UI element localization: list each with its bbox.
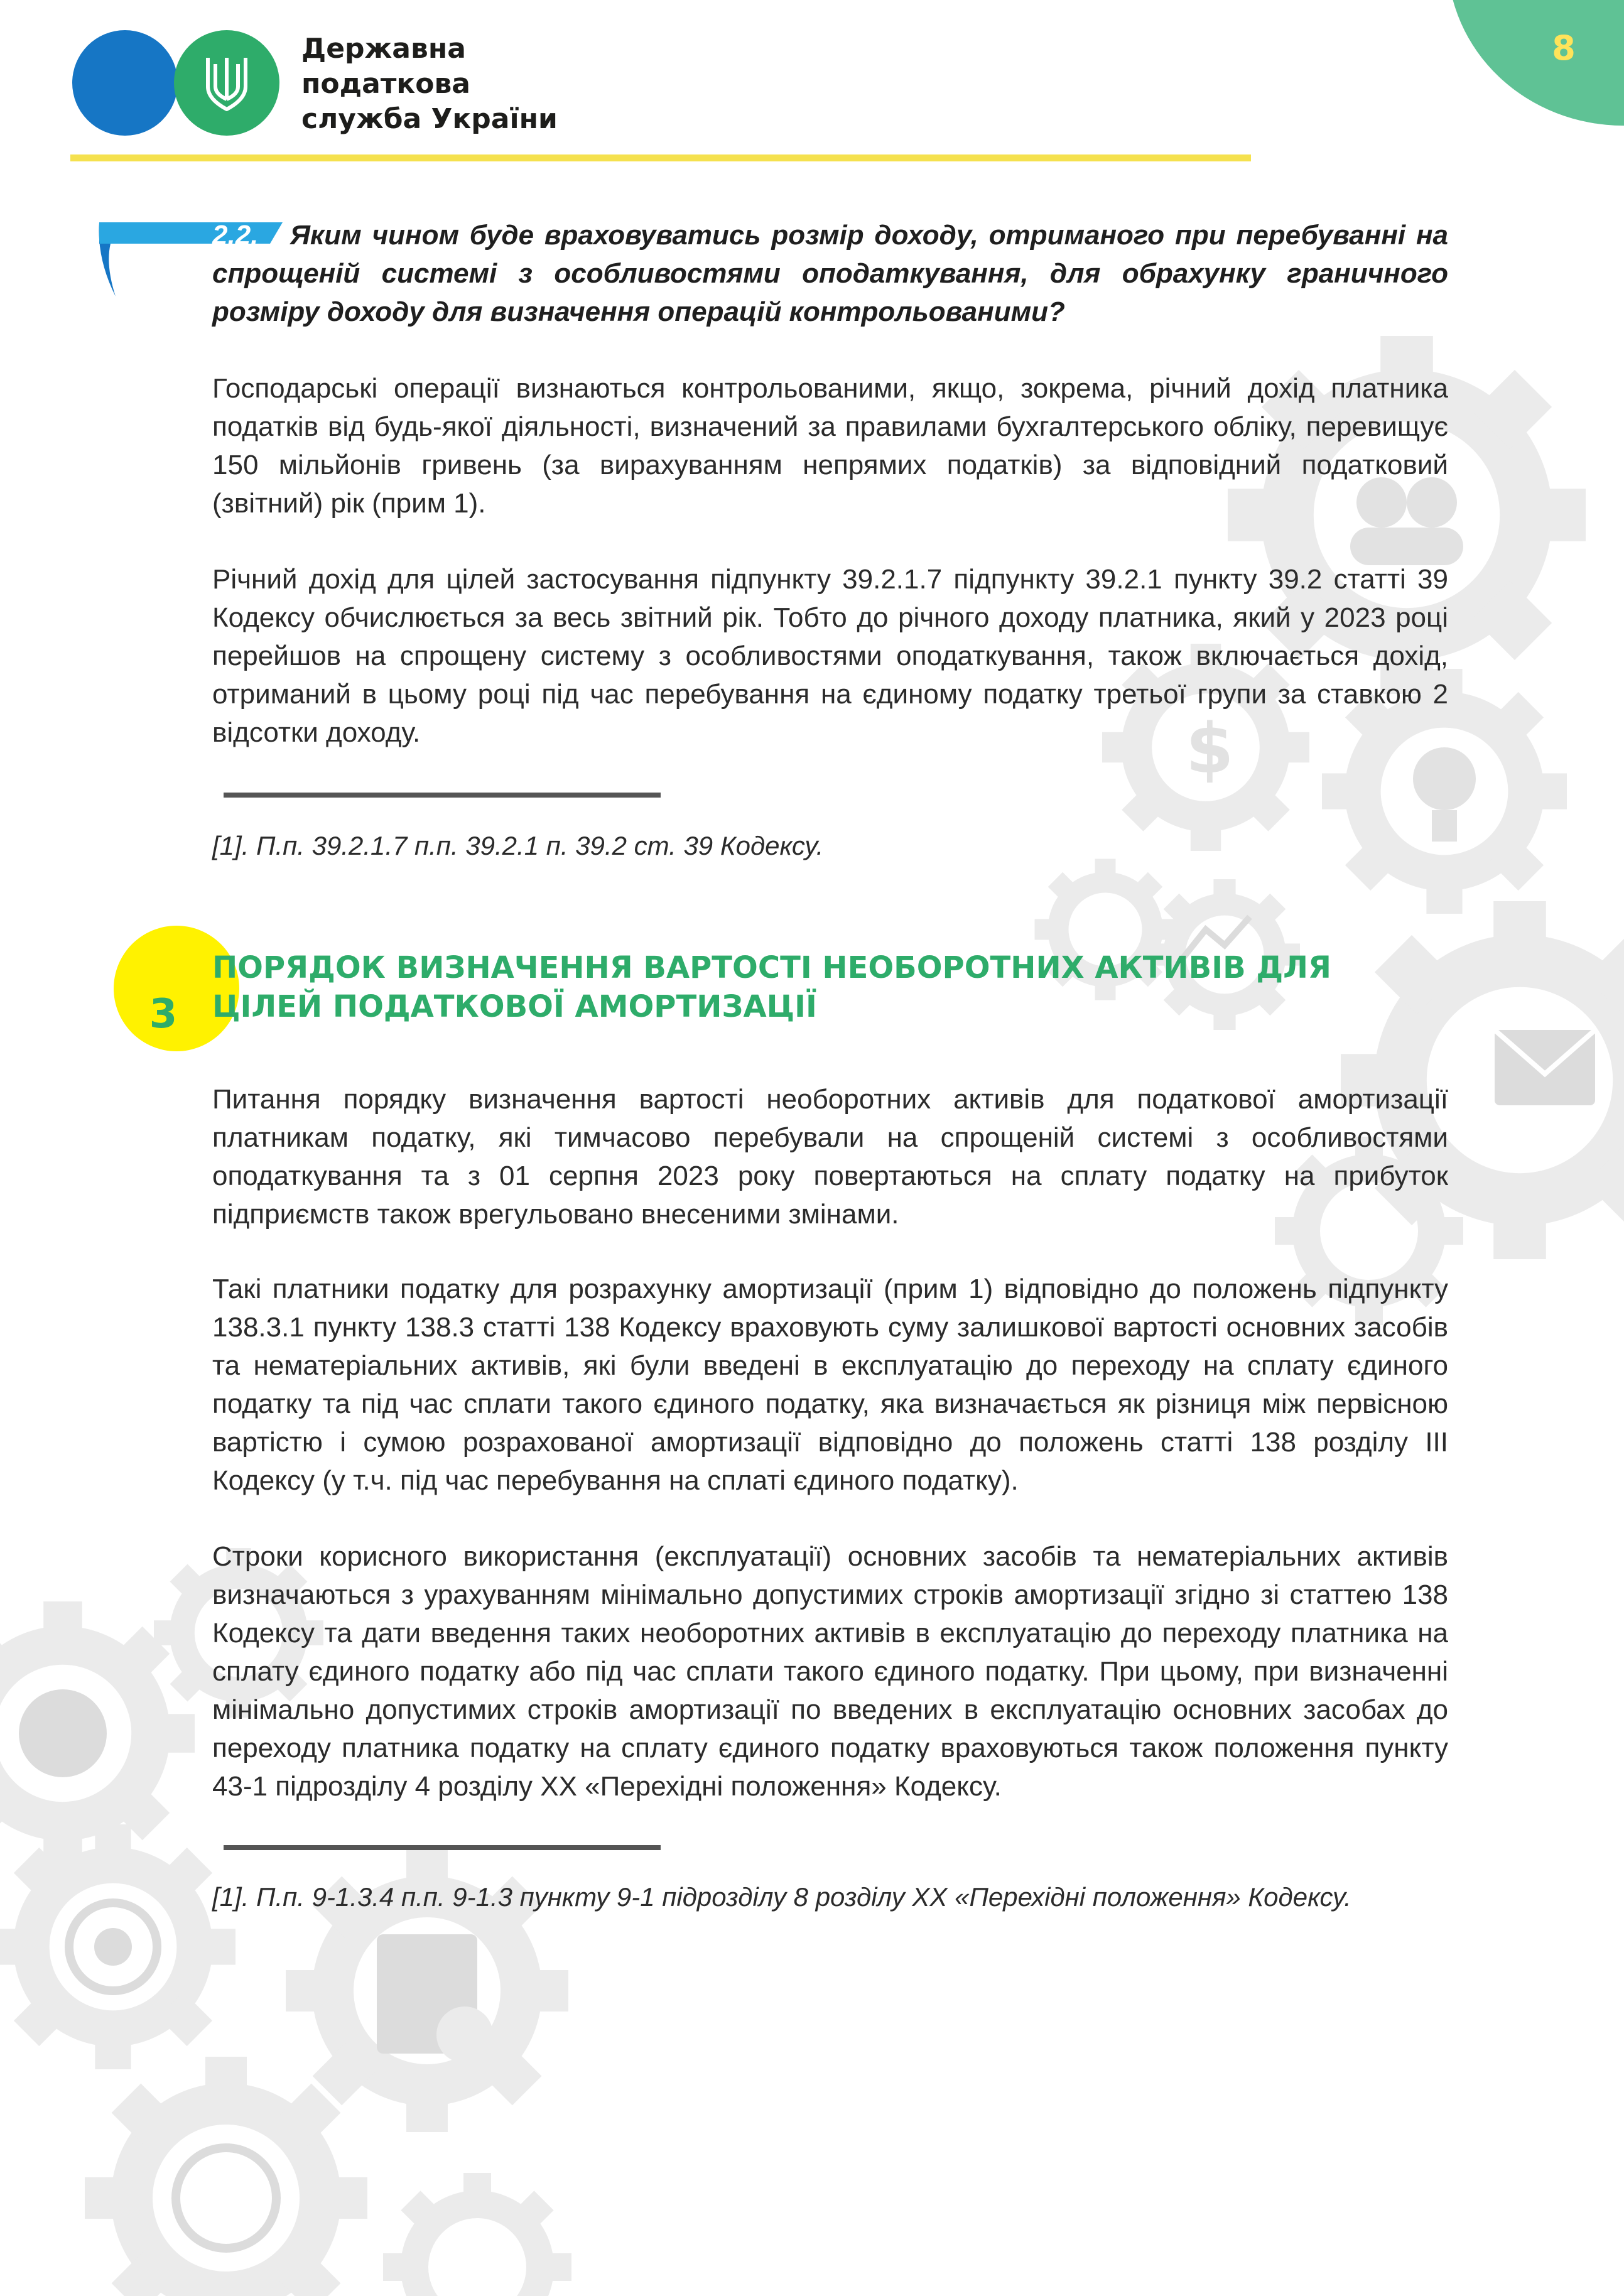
question-2-2: [212, 216, 1448, 331]
page-number: 8: [1552, 28, 1576, 68]
paragraph: Питання порядку визначення вартості необоротних активів для податкової амортизації платникам податку, які тимчасово перебували на спрощеній системі з особливостями оподаткування та з 01 серпня 2023 року повертаються на сплату податку на прибуток підприємств також врегульовано внесеними змінами.: [212, 1084, 1448, 1230]
agency-name-line3: служба України: [301, 103, 558, 135]
lightbulb-icon: [1413, 747, 1476, 842]
section-number: 3: [149, 991, 178, 1037]
agency-name-line2: податкова: [301, 68, 470, 100]
gear-icon: [85, 2057, 367, 2296]
alarm-clock-icon: [176, 2148, 276, 2248]
agency-name: [301, 31, 558, 137]
svg-text:$: $: [1186, 708, 1234, 789]
footnote-divider: [224, 793, 661, 798]
logo-blue-circle: [72, 30, 178, 136]
paragraph: Такі платники податку для розрахунку амортизації (прим 1) відповідно до положень підпункту 138.3.1 пункту 138.3 статті 138 Кодексу враховують суму залишкової вартості основних засобів та нематеріальних активів, які були введені в експлуатацію до переходу на сплату єдиного податку та під час сплати такого єдиного податку, яка визначається як різниця між первісною вартістю і сумою розрахованої амортизації відповідно до положень статті 138 розділу ІІІ Кодексу (у т.ч. під час перебування на сплаті єдиного податку).: [212, 1274, 1448, 1496]
footnote: [1]. П.п. 9-1.3.4 п.п. 9-1.3 пункту 9-1 підрозділу 8 розділу ХХ «Перехідні положення» Кодексу.: [212, 1882, 1351, 1912]
checklist-icon: [377, 1934, 493, 2063]
footnote-divider: [224, 1845, 661, 1850]
section-title: ПОРЯДОК ВИЗНАЧЕННЯ ВАРТОСТІ НЕОБОРОТНИХ АКТИВІВ ДЛЯ ЦІЛЕЙ ПОДАТКОВОЇ АМОРТИЗАЦІЇ: [212, 950, 1331, 1024]
paragraph: Строки корисного використання (експлуатації) основних засобів та нематеріальних активів визначаються з урахуванням мінімально допустимих строків амортизації згідно зі статтею 138 Кодексу та дати введення таких необоротних активів в експлуатацію до переходу платника на сплату єдиного податку або під час сплати такого єдиного податку. При цьому, при визначенні мінімально допустимих строків амортизації по введених в експлуатацію основних засобах до переходу платника податку на сплату єдиного податку враховуються також положення пункту 43-1 підрозділу 4 розділу ХХ «Перехідні положення» Кодексу.: [212, 1541, 1448, 1802]
paragraph: Господарські операції визнаються контрольованими, якщо, зокрема, річний дохід платника податків від будь-якої діяльності, визначений за правилами бухгалтерського обліку, перевищує 150 мільйонів гривень (за вирахуванням непрямих податків) за відповідний податковий (звітний) рік (прим 1).: [212, 373, 1448, 519]
trident-icon: [204, 55, 249, 112]
agency-name-line1: Державна: [301, 33, 466, 65]
gear-icon: [383, 2173, 571, 2296]
header-rule: [70, 154, 1251, 161]
question-text: Яким чином буде враховуватись розмір доходу, отриманого при перебуванні на спрощеній системі з особливостями оподаткування, для обрахунку граничного розміру доходу для визначення операцій контрольованими?: [212, 220, 1448, 327]
footnote: [1]. П.п. 39.2.1.7 п.п. 39.2.1 п. 39.2 ст. 39 Кодексу.: [212, 831, 824, 860]
target-icon: [69, 1903, 157, 1991]
mail-icon: [1495, 1030, 1595, 1105]
paragraph: Річний дохід для цілей застосування підпункту 39.2.1.7 підпункту 39.2.1 пункту 39.2 статті 39 Кодексу обчислюється за весь звітний рік. Тобто до річного доходу платника, який у 2023 році перейшов на спрощену систему з особливостями оподаткування, також включається дохід, отриманий в цьому році під час перебування на єдиному податку третьої групи за ставкою 2 відсотки доходу.: [212, 564, 1448, 748]
pie-chart-icon: [19, 1689, 107, 1777]
question-number: 2.2.: [212, 220, 259, 251]
